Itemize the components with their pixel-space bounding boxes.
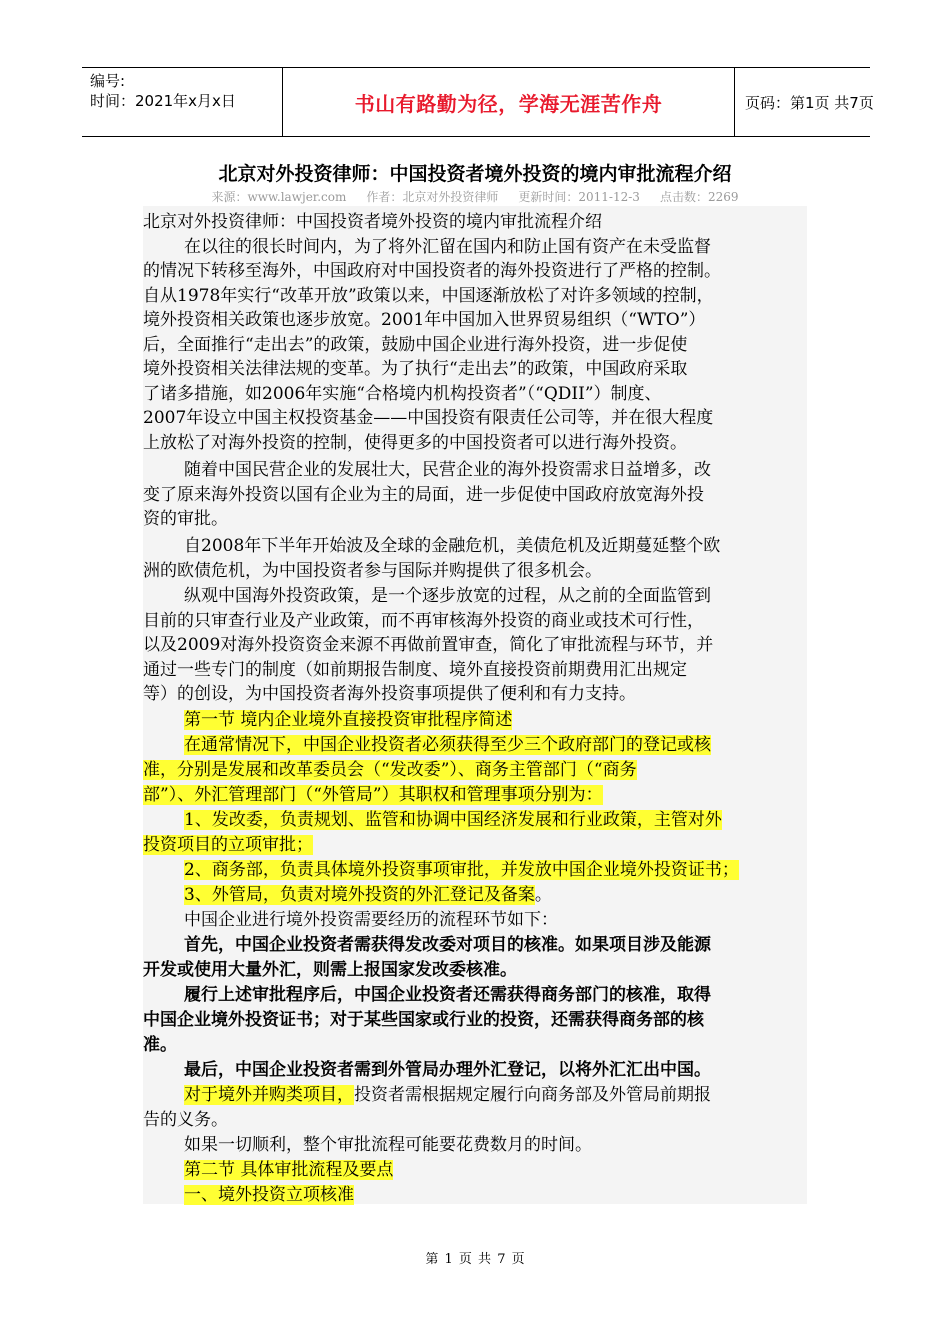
- body-line-bold: 最后，中国企业投资者需到外管局办理外汇登记，以将外汇汇出中国。: [184, 1060, 711, 1080]
- body-line: 目前的只审查行业及产业政策，而不再审核海外投资的商业或技术可行性，: [143, 611, 704, 631]
- header-info-cell: [82, 68, 282, 136]
- body-line-highlighted: 准，分别是发展和改革委员会（“发改委”）、商务主管部门（“商务: [143, 760, 637, 780]
- meta-hits: 点击数：2269: [659, 190, 739, 204]
- article-title: 北京对外投资律师：中国投资者境外投资的境内审批流程介绍: [218, 163, 732, 185]
- body-line: 自从1978年实行“改革开放”政策以来，中国逐渐放松了对许多领域的控制，: [143, 286, 714, 306]
- body-line: 后，全面推行“走出去”的政策，鼓励中国企业进行海外投资，进一步促使: [143, 335, 688, 355]
- section-heading-2: 第二节 具体审批流程及要点: [184, 1160, 394, 1180]
- meta-updated: 更新时间：2011-12-3: [518, 190, 640, 204]
- body-line: 上放松了对海外投资的控制，使得更多的中国投资者可以进行海外投资。: [143, 433, 687, 453]
- page-footer: 第 1 页 共 7 页: [425, 1252, 525, 1267]
- body-line: 等）的创设，为中国投资者海外投资事项提供了便利和有力支持。: [143, 684, 636, 704]
- section-heading-1: 第一节 境内企业境外直接投资审批程序简述: [184, 710, 513, 730]
- body-line: 的情况下转移至海外，中国政府对中国投资者的海外投资进行了严格的控制。: [143, 261, 721, 281]
- body-line: 了诸多措施，如2006年实施“合格境内机构投资者”（“QDII”）制度、: [143, 384, 662, 404]
- body-line: 变了原来海外投资以国有企业为主的局面，进一步促使中国政府放宽海外投: [143, 485, 704, 505]
- body-line-highlighted: 在通常情况下，中国企业投资者必须获得至少三个政府部门的登记或核: [184, 735, 711, 755]
- body-line: 中国企业进行境外投资需要经历的流程环节如下：: [184, 910, 558, 930]
- body-line: 通过一些专门的制度（如前期报告制度、境外直接投资前期费用汇出规定: [143, 660, 687, 680]
- body-line-bold: 履行上述审批程序后，中国企业投资者还需获得商务部门的核准，取得: [184, 985, 711, 1005]
- meta-author: 作者：北京对外投资律师: [366, 190, 499, 204]
- body-line: 纵观中国海外投资政策，是一个逐步放宽的过程，从之前的全面监管到: [184, 586, 711, 606]
- number-label: 编号:: [90, 72, 126, 90]
- body-line-highlighted: 2、商务部，负责具体境外投资事项审批，并发放中国企业境外投资证书；: [184, 860, 739, 880]
- document-header: [82, 67, 874, 137]
- body-line-highlighted: 投资项目的立项审批；: [143, 835, 313, 855]
- body-line-bold: 准。: [143, 1035, 177, 1055]
- body-line: 洲的欧债危机，为中国投资者参与国际并购提供了很多机会。: [143, 561, 602, 581]
- body-line: 告的义务。: [143, 1110, 228, 1130]
- body-line-highlighted: 1、发改委，负责规划、监管和协调中国经济发展和行业政策，主管对外: [184, 810, 722, 830]
- body-line: 以及2009对海外投资资金来源不再做前置审查，简化了审批流程与环节，并: [143, 635, 714, 655]
- body-line: 资的审批。: [143, 509, 228, 529]
- body-line: 北京对外投资律师：中国投资者境外投资的境内审批流程介绍: [143, 212, 602, 232]
- body-line: 对于境外并购类项目，投资者需根据规定履行向商务部及外管局前期报: [184, 1085, 711, 1105]
- body-line: 自2008年下半年开始波及全球的金融危机，美债危机及近期蔓延整个欧: [184, 536, 721, 556]
- article-meta: [0, 188, 950, 205]
- body-line-highlighted: 部”）、外汇管理部门（“外管局”）其职权和管理事项分别为：: [143, 785, 603, 805]
- body-line-bold: 开发或使用大量外汇，则需上报国家发改委核准。: [143, 960, 517, 980]
- body-line: 境外投资相关法律法规的变革。为了执行“走出去”的政策，中国政府采取: [143, 359, 688, 379]
- meta-source: 来源：www.lawjer.com: [211, 190, 347, 204]
- body-line: 随着中国民营企业的发展壮大，民营企业的海外投资需求日益增多，改: [184, 460, 711, 480]
- body-line: 2007年设立中国主权投资基金——中国投资有限责任公司等，并在很大程度: [143, 408, 714, 428]
- body-line: 在以往的很长时间内，为了将外汇留在国内和防止国有资产在未受监督: [184, 237, 711, 257]
- time-label: 时间：2021年x月x日: [90, 92, 236, 110]
- header-motto-cell: [282, 68, 735, 136]
- body-line-bold: 首先，中国企业投资者需获得发改委对项目的核准。如果项目涉及能源: [184, 935, 711, 955]
- body-line: 境外投资相关政策也逐步放宽。2001年中国加入世界贸易组织（“WTO”）: [143, 310, 706, 330]
- body-line: 如果一切顺利，整个审批流程可能要花费数月的时间。: [184, 1135, 592, 1155]
- body-line-bold: 中国企业境外投资证书；对于某些国家或行业的投资，还需获得商务部的核: [143, 1010, 704, 1030]
- body-line-highlighted: 3、外管局，负责对境外投资的外汇登记及备案。: [184, 885, 552, 905]
- subsection-heading: 一、境外投资立项核准: [184, 1185, 354, 1205]
- motto: 书山有路勤为径，学海无涯苦作舟: [354, 91, 663, 116]
- page-number-cell: 页码：第1页 共7页: [745, 93, 874, 112]
